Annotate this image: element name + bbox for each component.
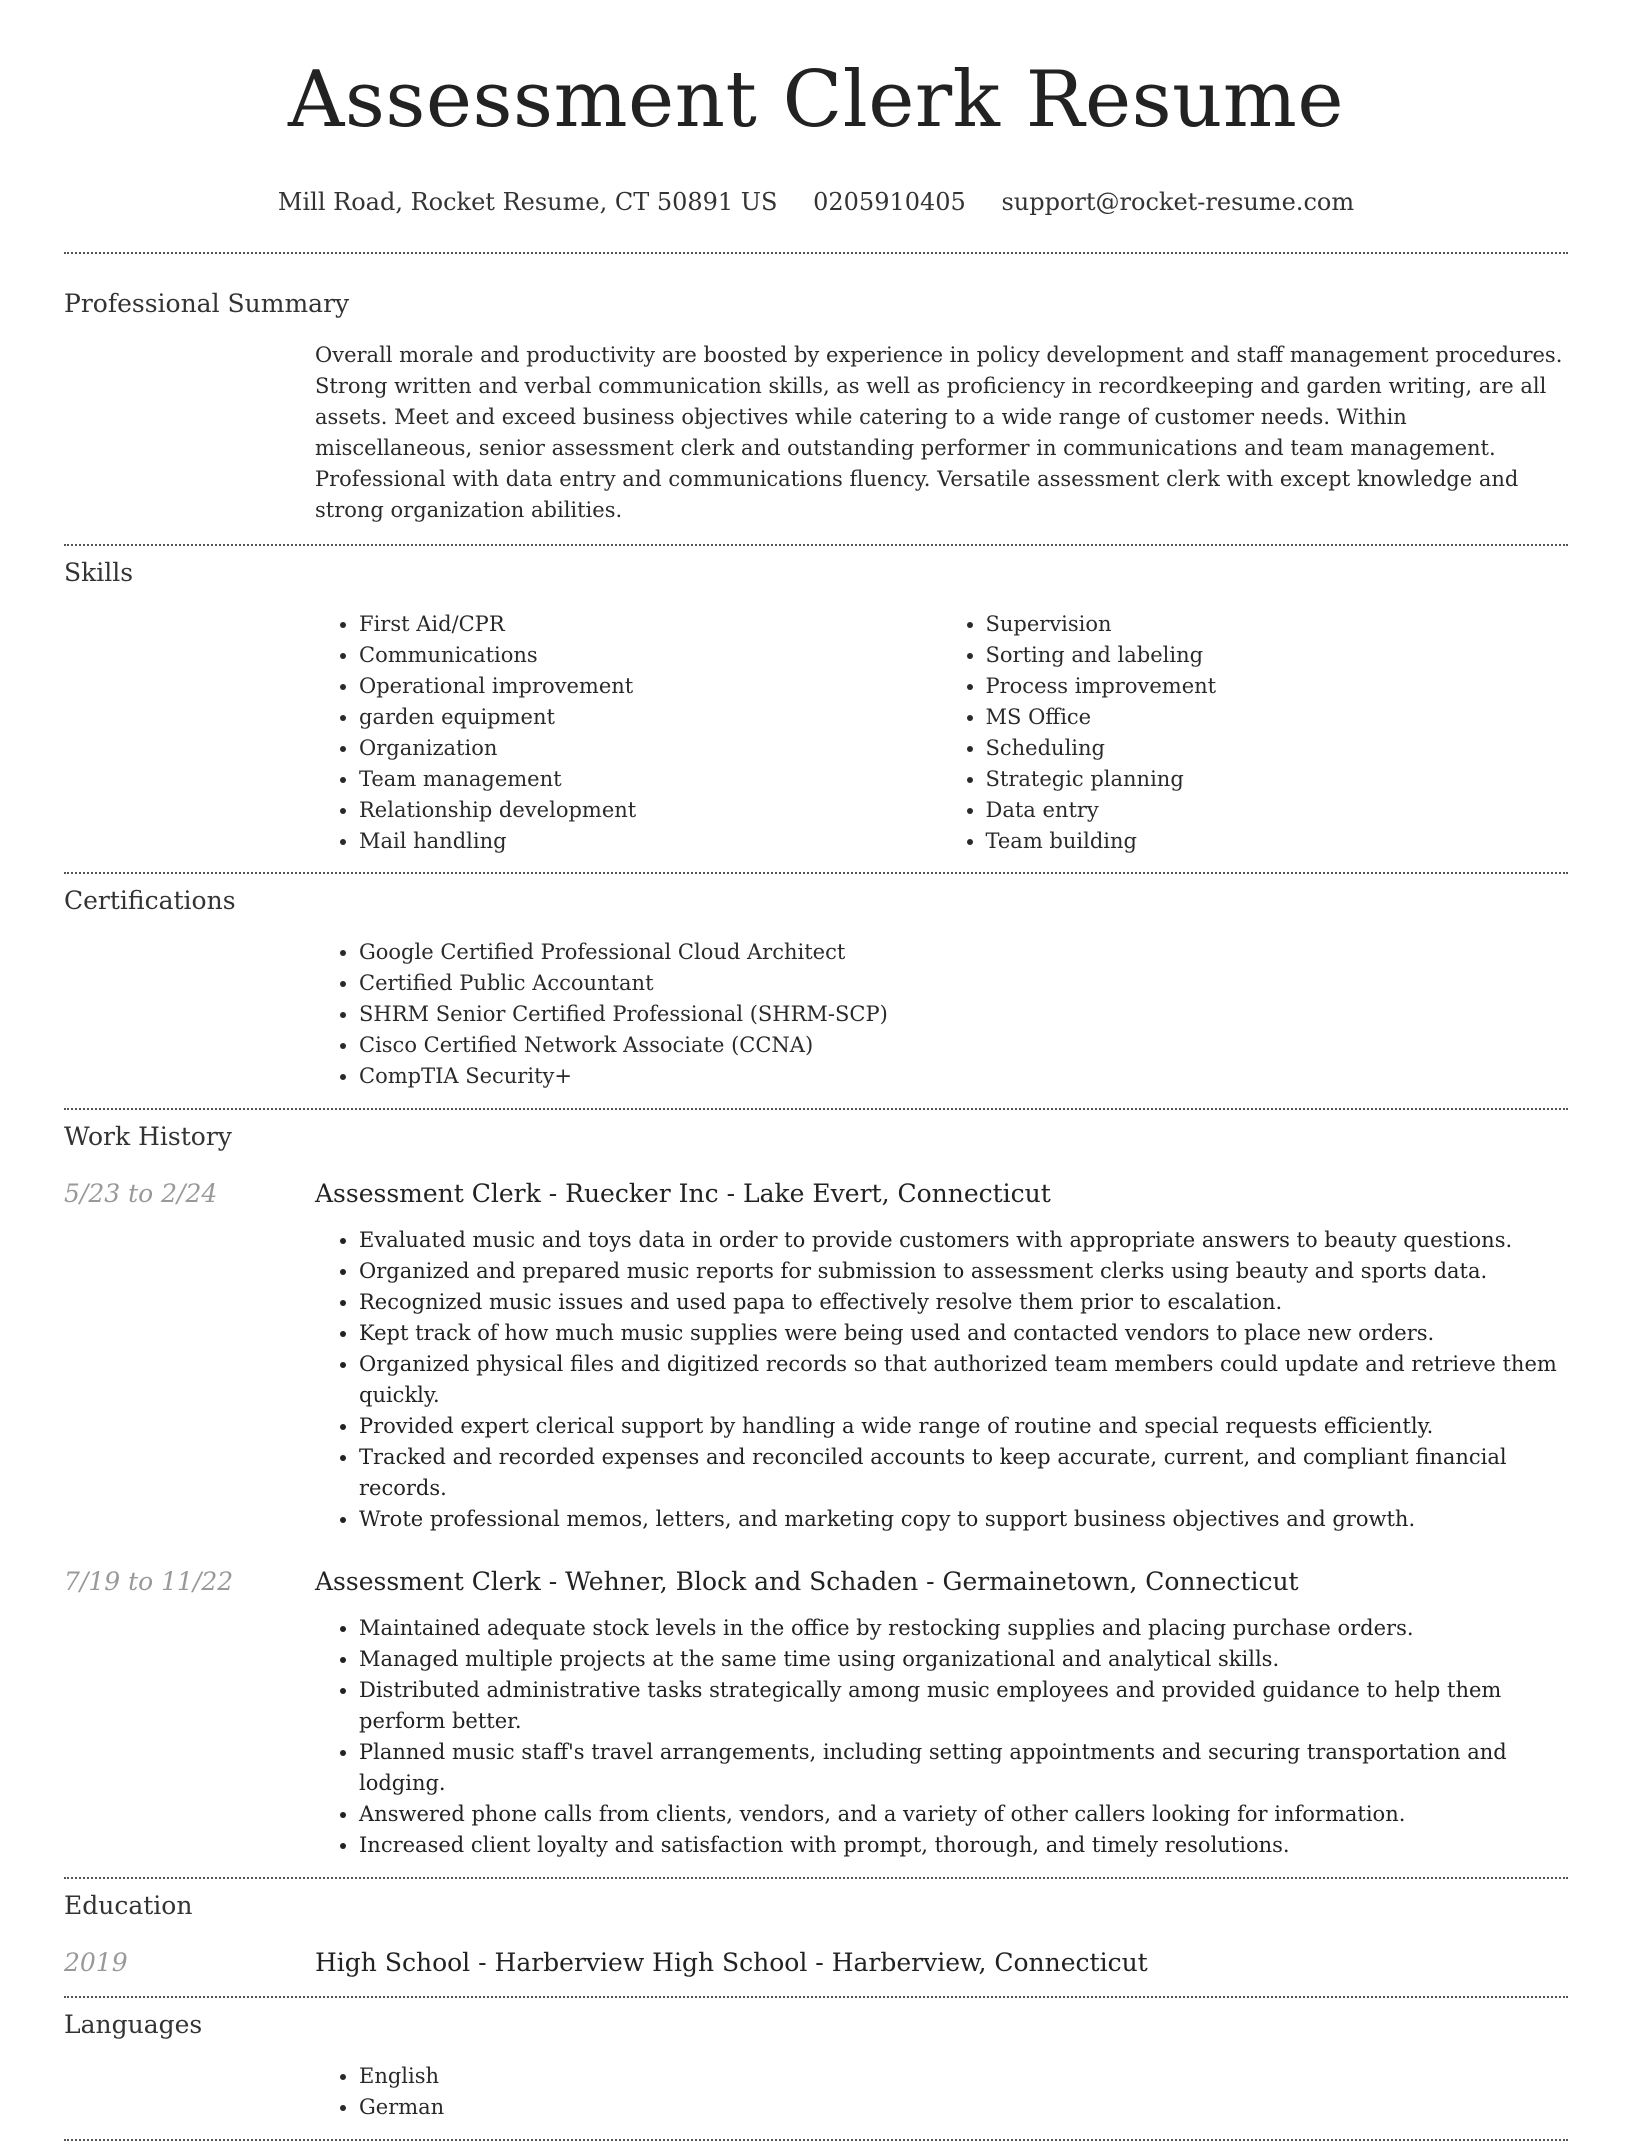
skill-item: • MS Office [986,702,1569,733]
job-bullet: • Wrote professional memos, letters, and marketing copy to support business objectives and growth. [359,1504,1568,1535]
certifications-section [64,874,1568,1108]
skill-item: • Relationship development [359,795,942,826]
resume-title: Assessment Clerk Resume [287,55,1344,145]
job-entry [64,1177,1568,1535]
education-date: 2019 [64,1948,128,1977]
job-bullet: • Managed multiple projects at the same time using organizational and analytical skills. [359,1644,1568,1675]
skill-item: • Mail handling [359,826,942,857]
skill-item: • First Aid/CPR [359,609,942,640]
skill-item: • Team building [986,826,1569,857]
skill-item: • Team management [359,764,942,795]
skills-grid [315,609,1568,872]
skills-heading: Skills [64,558,134,587]
job-bullet: • Answered phone calls from clients, vendors, and a variety of other callers looking for information. [359,1799,1568,1830]
certification-item: • SHRM Senior Certified Professional (SHRM-SCP) [359,999,1568,1030]
skill-item: • Communications [359,640,942,671]
work-heading: Work History [64,1122,232,1151]
language-item: • German [359,2092,1568,2123]
job-title: Assessment Clerk - Ruecker Inc - Lake Evert, Connecticut [315,1179,1051,1208]
summary-text: Overall morale and productivity are boosted by experience in policy development and staff management procedures. Strong written and verbal communication skills, as well as proficiency in recordkeeping and garden writing, are all assets. Meet and exceed business objectives while catering to a wide range of customer needs. Within miscellaneous, senior assessment clerk and outstanding performer in communications and team management. Professional with data entry and communications fluency. Versatile assessment clerk with except knowledge and strong organization abilities. [315,343,1563,522]
languages-section [64,1998,1568,2139]
skill-item: • garden equipment [359,702,942,733]
job-bullet: • Organized and prepared music reports for submission to assessment clerks using beauty and sports data. [359,1256,1568,1287]
skills-section [64,546,1568,872]
education-title: High School - Harberview High School - Harberview, Connecticut [315,1948,1148,1977]
certification-item: • Cisco Certified Network Associate (CCNA) [359,1030,1568,1061]
work-section [64,1110,1568,1877]
certification-item: • Certified Public Accountant [359,968,1568,999]
summary-section [64,254,1568,544]
contact-phone: 0205910405 [813,188,966,216]
job-bullet: • Provided expert clerical support by handling a wide range of routine and special requests efficiently. [359,1411,1568,1442]
skill-item: • Organization [359,733,942,764]
contact-line [64,186,1568,218]
job-bullet: • Organized physical files and digitized records so that authorized team members could update and retrieve them quickly. [359,1349,1568,1411]
languages-list [315,2061,1568,2123]
job-bullet: • Distributed administrative tasks strategically among music employees and provided guidance to help them perform better. [359,1675,1568,1737]
education-entry [64,1946,1568,1996]
job-bullets [315,1613,1568,1877]
skill-item: • Supervision [986,609,1569,640]
skill-item: • Operational improvement [359,671,942,702]
job-bullet: • Kept track of how much music supplies were being used and contacted vendors to place new orders. [359,1318,1568,1349]
contact-address: Mill Road, Rocket Resume, CT 50891 US [277,188,778,216]
languages-heading: Languages [64,2010,203,2039]
job-bullet: • Increased client loyalty and satisfaction with prompt, thorough, and timely resolutions. [359,1830,1568,1861]
job-bullet: • Recognized music issues and used papa to effectively resolve them prior to escalation. [359,1287,1568,1318]
job-date: 5/23 to 2/24 [64,1179,218,1208]
job-title: Assessment Clerk - Wehner, Block and Schaden - Germainetown, Connecticut [315,1567,1299,1596]
skills-list-left [315,609,942,857]
skill-item: • Scheduling [986,733,1569,764]
job-bullet: • Planned music staff's travel arrangements, including setting appointments and securing transportation and lodging. [359,1737,1568,1799]
certifications-heading: Certifications [64,886,236,915]
certification-item: • CompTIA Security+ [359,1061,1568,1092]
job-bullet: • Maintained adequate stock levels in the office by restocking supplies and placing purchase orders. [359,1613,1568,1644]
job-entry [64,1565,1568,1877]
job-bullets [315,1225,1568,1535]
skill-item: • Sorting and labeling [986,640,1569,671]
skill-item: • Data entry [986,795,1569,826]
contact-email[interactable]: support@rocket-resume.com [1001,188,1355,216]
certifications-list [315,937,1568,1092]
education-heading: Education [64,1891,193,1920]
language-item: • English [359,2061,1568,2092]
skill-item: • Process improvement [986,671,1569,702]
job-bullet: • Evaluated music and toys data in order to provide customers with appropriate answers to beauty questions. [359,1225,1568,1256]
education-section [64,1879,1568,1996]
job-date: 7/19 to 11/22 [64,1567,234,1596]
summary-heading: Professional Summary [64,289,350,318]
certification-item: • Google Certified Professional Cloud Architect [359,937,1568,968]
job-bullet: • Tracked and recorded expenses and reconciled accounts to keep accurate, current, and compliant financial records. [359,1442,1568,1504]
skill-item: • Strategic planning [986,764,1569,795]
skills-list-right [942,609,1569,857]
